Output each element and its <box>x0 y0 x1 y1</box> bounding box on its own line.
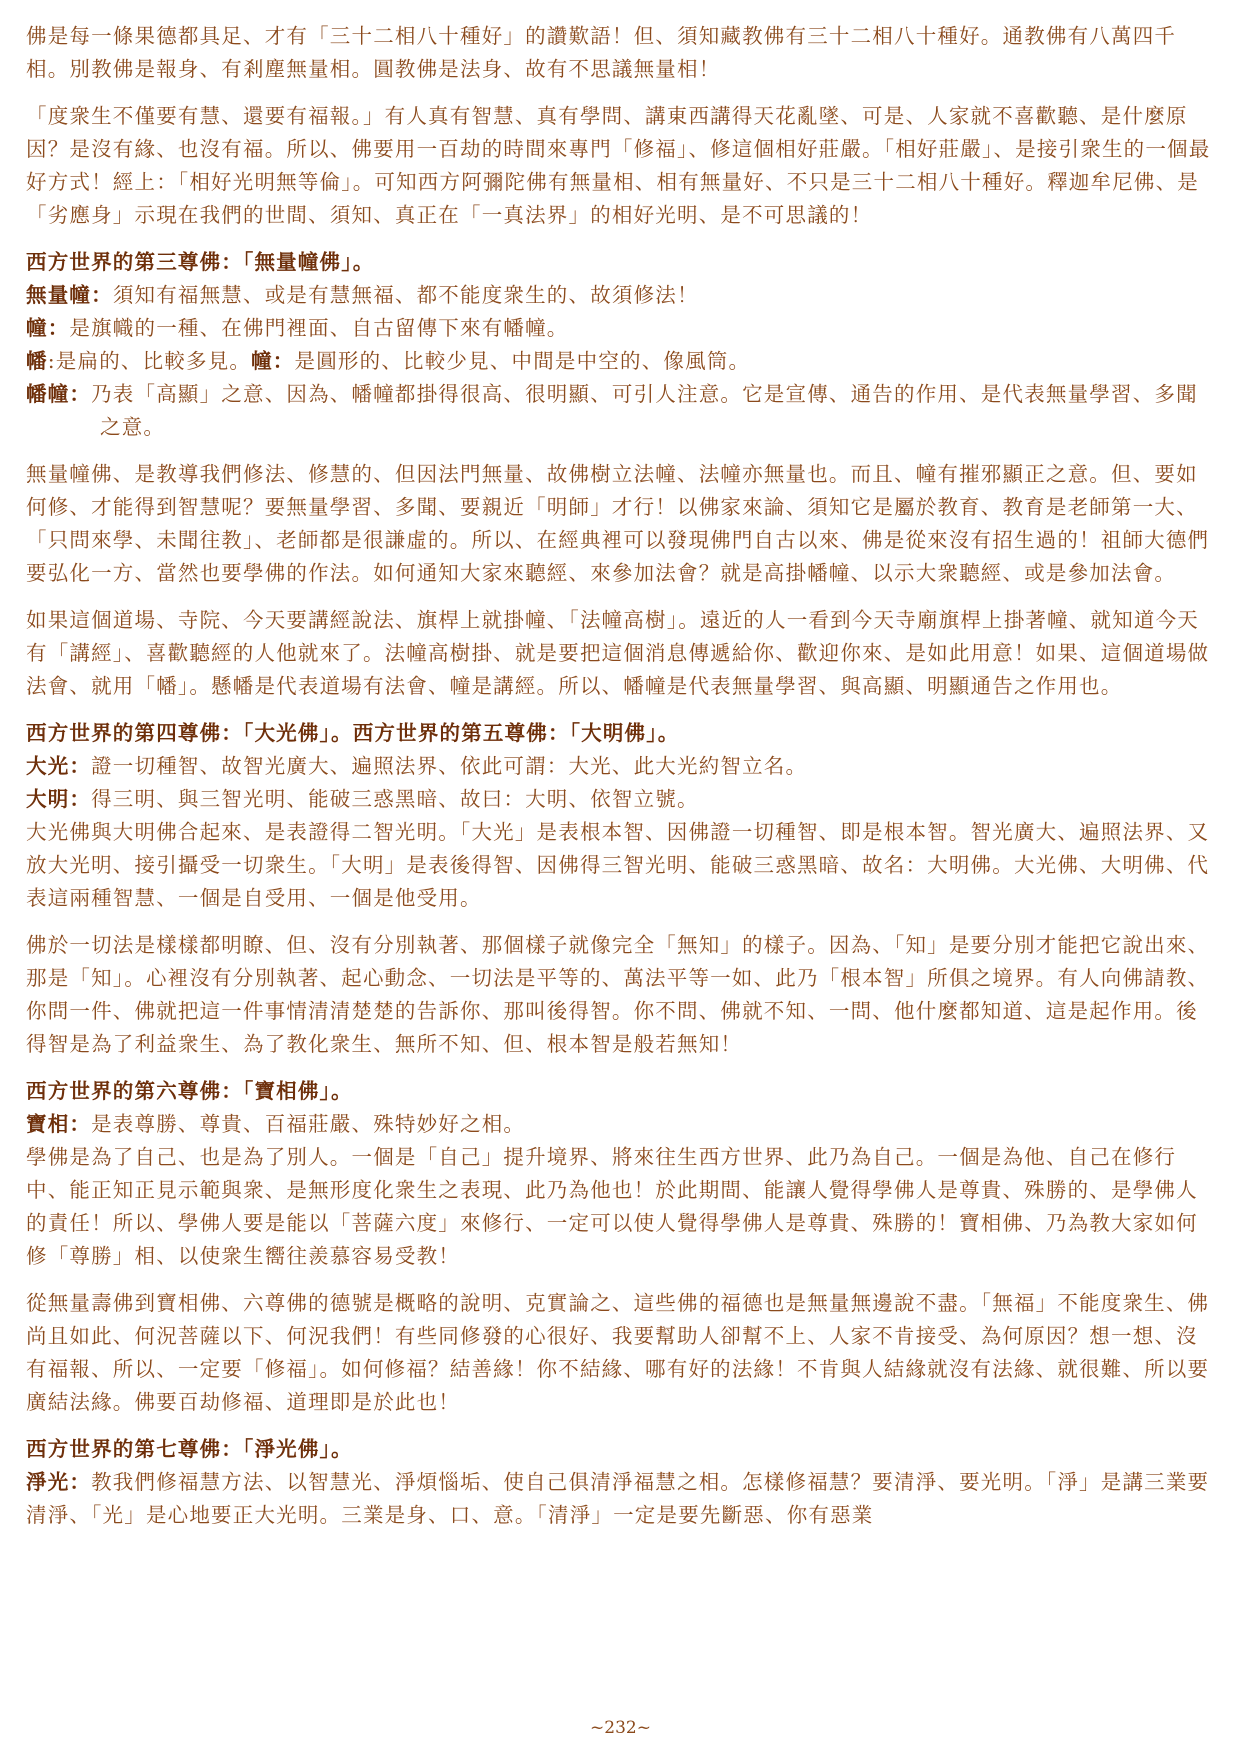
paragraph-8: 從無量壽佛到寶相佛、六尊佛的德號是概略的說明、克實論之、這些佛的福德也是無量無邊說不盡。「無福」不能度衆生、佛尚且如此、何況菩薩以下、何況我們！有些同修發的心很好、我要幫助人卻幫不上、人家不肯接受、為何原因？想一想、沒有福報、所以、一定要「修福」。如何修福？結善緣！你不結緣、哪有好的法緣！不肯與人結緣就沒有法緣、就很難、所以要廣結法緣。佛要百劫修福、道理即是於此也！ <box>26 1291 1210 1414</box>
term-label: 無量幢： <box>26 283 113 307</box>
definition-baoxiang <box>26 1108 1216 1141</box>
paragraph-4: 如果這個道場、寺院、今天要講經說法、旗桿上就掛幢、「法幢高樹」。遠近的人一看到今天寺廟旗桿上掛著幢、就知道今天有「講經」、喜歡聽經的人他就來了。法幢高樹掛、就是要把這個消息傳遞給你、歡迎你來、是如此用意！如果、這個道場做法會、就用「幡」。懸幡是代表道場有法會、幢是講經。所以、幡幢是代表無量學習、與高顯、明顯通告之作用也。 <box>26 608 1210 698</box>
definition-fan <box>26 345 1216 378</box>
paragraph-3: 無量幢佛、是教導我們修法、修慧的、但因法門無量、故佛樹立法幢、法幢亦無量也。而且、幢有摧邪顯正之意。但、要如何修、才能得到智慧呢？要無量學習、多聞、要親近「明師」才行！以佛家來論、須知它是屬於教育、教育是老師第一大、「只問來學、未聞往教」、老師都是很謙虛的。所以、在經典裡可以發現佛門自古以來、佛是從來沒有招生過的！祖師大德們要弘化一方、當然也要學佛的作法。如何通知大家來聽經、來參加法會？就是高掛幡幢、以示大衆聽經、或是參加法會。 <box>26 462 1210 585</box>
term-label: 幡幢： <box>26 382 92 406</box>
heading-seventh-buddha: 西方世界的第七尊佛：「淨光佛」。 <box>26 1437 353 1461</box>
term-text: 是圓形的、比較少見、中間是中空的、像風筒。 <box>294 349 751 373</box>
term-label: 淨光： <box>26 1470 92 1494</box>
heading-sixth-buddha: 西方世界的第六尊佛：「寶相佛」。 <box>26 1079 353 1103</box>
term-text: :是扁的、比較多見。 <box>47 349 252 373</box>
paragraph-6: 佛於一切法是樣樣都明瞭、但、沒有分別執著、那個樣子就像完全「無知」的樣子。因為、「知」是要分別才能把它說出來、那是「知」。心裡沒有分別執著、起心動念、一切法是平等的、萬法平等一如、此乃「根本智」所俱之境界。有人向佛請教、你問一件、佛就把這一件事情清清楚楚的告訴你、那叫後得智。你不問、佛就不知、一問、他什麼都知道、這是起作用。後得智是為了利益衆生、為了教化衆生、無所不知、但、根本智是般若無知！ <box>26 933 1210 1056</box>
term-text: 乃表「高顯」之意、因為、幡幢都掛得很高、很明顯、可引人注意。它是宣傳、通告的作用、是代表無量學習、多聞之意。 <box>91 382 1198 439</box>
term-label: 幡 <box>26 349 48 373</box>
paragraph-2: 「度衆生不僅要有慧、還要有福報。」有人真有智慧、真有學問、講東西講得天花亂墜、可是、人家就不喜歡聽、是什麼原因？是沒有緣、也沒有福。所以、佛要用一百劫的時間來專門「修福」、修這個相好莊嚴。「相好莊嚴」、是接引衆生的一個最好方式！經上：「相好光明無等倫」。可知西方阿彌陀佛有無量相、相有無量好、不只是三十二相八十種好。釋迦牟尼佛、是「劣應身」示現在我們的世間、須知、真正在「一真法界」的相好光明、是不可思議的！ <box>26 104 1211 227</box>
term-text: 教我們修福慧方法、以智慧光、淨煩惱垢、使自己俱清淨福慧之相。怎樣修福慧？要清淨、要光明。「淨」是講三業要清淨、「光」是心地要正大光明。三業是身、口、意。「清淨」一定是要先斷惡、你有惡業 <box>26 1470 1210 1527</box>
heading-fourth-fifth-buddha: 西方世界的第四尊佛：「大光佛」。西方世界的第五尊佛：「大明佛」。 <box>26 721 680 745</box>
definition-jingguang <box>26 1466 1216 1532</box>
definition-fanchuang <box>26 378 1216 444</box>
term-label: 寶相： <box>26 1112 92 1136</box>
term-text: 得三明、與三智光明、能破三惑黑暗、故曰：大明、依智立號。 <box>91 787 699 811</box>
paragraph-7: 學佛是為了自己、也是為了別人。一個是「自己」提升境界、將來往生西方世界、此乃為自己。一個是為他、自己在修行中、能正知正見示範與衆、是無形度化衆生之表現、此乃為他也！於此期間、能讓人覺得學佛人是尊貴、殊勝的、是學佛人的責任！所以、學佛人要是能以「菩薩六度」來修行、一定可以使人覺得學佛人是尊貴、殊勝的！寶相佛、乃為教大家如何修「尊勝」相、以使衆生嚮往羨慕容易受教！ <box>26 1145 1198 1268</box>
term-text: 須知有福無慧、或是有慧無福、都不能度衆生的、故須修法！ <box>112 283 699 307</box>
term-label: 大明： <box>26 787 92 811</box>
paragraph-1: 佛是每一條果德都具足、才有「三十二相八十種好」的讚歎語！但、須知藏教佛有三十二相八十種好。通教佛有八萬四千相。別教佛是報身、有剎塵無量相。圓教佛是法身、故有不思議無量相！ <box>26 24 1177 81</box>
term-label: 幢： <box>251 349 295 373</box>
term-label: 大光： <box>26 754 92 778</box>
definition-chuang <box>26 312 1216 345</box>
heading-third-buddha: 西方世界的第三尊佛：「無量幢佛」。 <box>26 250 375 274</box>
document-body <box>26 20 1216 1532</box>
definition-daming <box>26 783 1216 816</box>
paragraph-5: 大光佛與大明佛合起來、是表證得二智光明。「大光」是表根本智、因佛證一切種智、即是根本智。智光廣大、遍照法界、又放大光明、接引攝受一切衆生。「大明」是表後得智、因佛得三智光明、能破三惑黑暗、故名：大明佛。大光佛、大明佛、代表這兩種智慧、一個是自受用、一個是他受用。 <box>26 820 1210 910</box>
term-text: 是表尊勝、尊貴、百福莊嚴、殊特妙好之相。 <box>91 1112 526 1136</box>
term-text: 是旗幟的一種、在佛門裡面、自古留傳下來有幡幢。 <box>69 316 569 340</box>
page-number: ~232~ <box>590 1718 651 1738</box>
term-text: 證一切種智、故智光廣大、遍照法界、依此可謂：大光、此大光約智立名。 <box>91 754 808 778</box>
definition-daguang <box>26 750 1216 783</box>
term-label: 幢： <box>26 316 70 340</box>
definition-wuliang-chuang <box>26 279 1216 312</box>
